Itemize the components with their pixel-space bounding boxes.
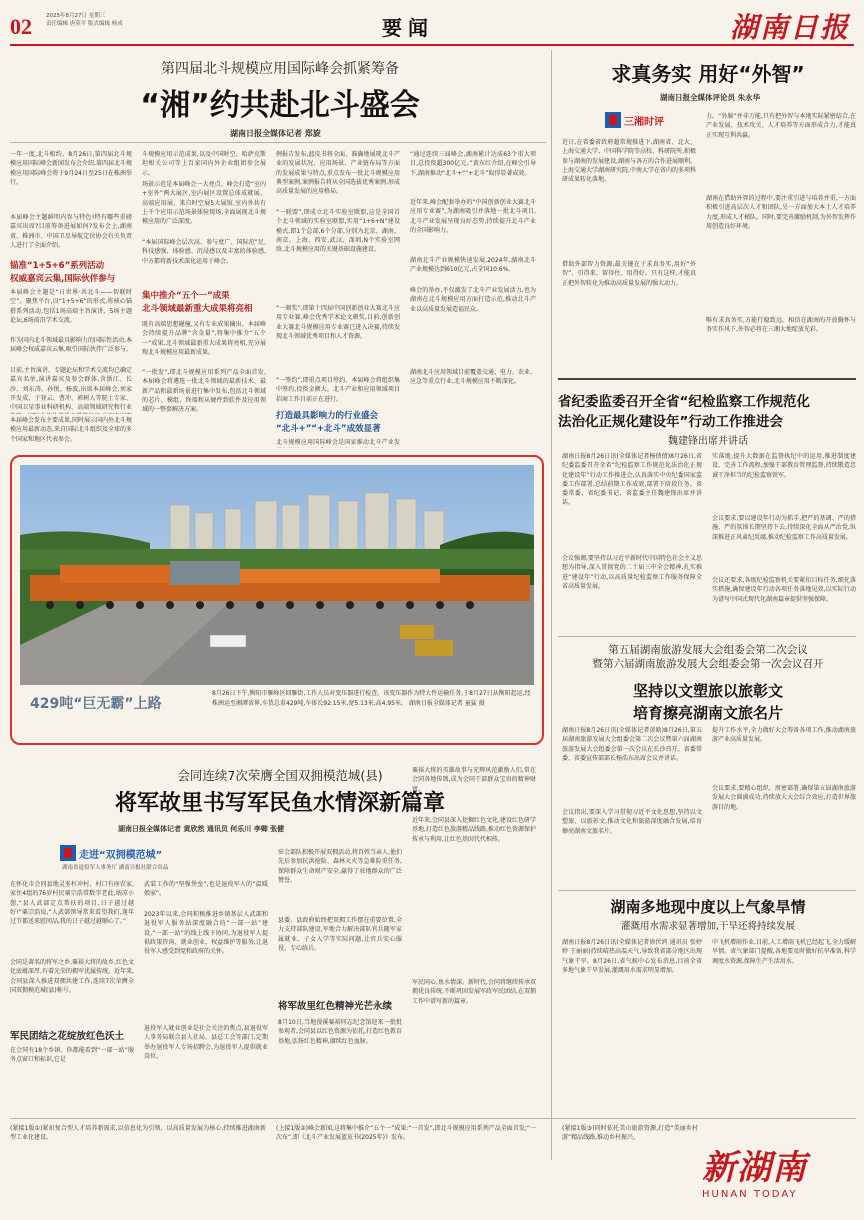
photo-feature [10, 455, 544, 745]
weather-subhead: 灌溉用水需求显著增加,干旱还将持续发展 [620, 921, 796, 932]
continuation-note: (上接1版②)峰会新闻,这将集中推介“五个一”成果:“一首发”,即北斗规模应用系列产品全面首发;“一次布”,即《北斗产业发展蓝皮书(2025年)》发布。 [276, 1125, 536, 1142]
article-text: 会议要求,要以建设年行动为抓手,把严的基调、严的措施、严的氛围长期坚持下去,持续深化全面从严治党,纵深推进正风肃纪反腐,推动纪检监察工作高质量发展。 [712, 515, 856, 541]
divider [558, 636, 856, 637]
article-text: “一联盟”,即成立北斗实验室联盟,这是全国首个北斗领域的实验室联盟,实用“1+6+N”建设模式,即1个总部,6个分部,分别为北京、湖南、南京、上海、西安,武汉、深圳,N个实验室网络,北斗规模应用的关键基础设施建设。 [276, 209, 400, 254]
weather-headline: 湖南多地现中度以上气象旱情 [610, 898, 806, 916]
general-kicker: 会同连续7次荣膺全国双拥模范城(县) [177, 768, 383, 783]
article-text: 会议要求,要精心组织、周密部署,确保第五届湖南旅游发展大会圆满成功,持续放大大会综合效应,打造世界旅游目的地。 [712, 785, 856, 811]
article-text: 8月10日,当地漫溪粟裕同志纪念馆迎来一批批参观者,会同县以红色资源为依托,打造红色教育基地,弘扬红色精神,赓续红色血脉。 [278, 1019, 402, 1045]
general-subhead-2: 将军故里红色精神光芒永续 [278, 1001, 393, 1012]
article-text: 近日,在省委省政府超常规推进下,湖南省、北大、上海交通大学、中国科学院等高校、科研院所,积极参与湖南的发展建设,湖南与各方的合作进展顺利。上海交通大学湖南研究院,中南大学在省内的多项科研成果转化落地。 [562, 139, 696, 184]
article-text: 会议还要求,各级纪检监察机关要紧扣目标任务,细化落实措施,确保建设年行动各项任务落地见效,以实际行动为谱写中国式现代化湖南篇章提供坚强保障。 [712, 577, 856, 603]
photo-caption: 8月26日下午,衡阳市雁峰区回雁街,工作人员对变压器进行检查。该变压器作为特大件运输任务,于8月27日从衡阳起运,经株洲运至湘潭省界,车货总重429吨,车体长92.15米,宽5.13米,高4.95米。 湖南日报全媒体记者 童猛 摄 [212, 690, 531, 707]
divider [558, 890, 856, 891]
column-divider [551, 50, 552, 1160]
article-text: 湖南日报8月26日讯(全媒体记者黄晗)8月26日,第五届湖南旅游发展大会组委会第二次会议暨第六届湖南旅游发展大会组委会第一次会议在长沙召开。省委常委、省委宣传部部长杨浩东出席会议并讲话。 [562, 727, 702, 762]
column-logo-icon [605, 112, 621, 128]
article-text: 湖南日报8月26日讯(全媒体记者徐伏鸿 通讯员 张婷婷 王丽丽)持续晴热高温天气,导致我省部分地区出现气象干旱。8月26日,省气候中心发布消息,目前全省多地气象干旱发展,灌溉用水需求明显增加。 [562, 939, 702, 974]
article-text: 力。“外脑”并非万能,只有把外智与本地实际紧密结合,在产业发展、技术攻关、人才培养等方面形成合力,才能真正实现互利共赢。 [706, 113, 856, 139]
article-text: 斗规模应用示范成果,以及中国时空、哈萨克斯坦相关公司等上百家国内外企业组团参会展示。 [142, 151, 266, 177]
article-text: 武装工作的“坚强堡垒”,也是退役军人的“温暖娘家”。 [144, 881, 268, 898]
series-badge-label: 走进“双拥模范城” [79, 849, 163, 861]
discipline-headline-1: 省纪委监委召开全省“纪检监察工作规范化 [558, 394, 810, 410]
article-text: 会议强调,要坚持以习近平新时代中国特色社会主义思想为指导,深入贯彻党的二十届三中全会精神,扎实推进“建设年”行动,以高质量纪检监察工作服务保障全省高质量发展。 [562, 555, 702, 590]
masthead [0, 0, 864, 44]
commentary-byline: 湖南日报全媒体评论员 朱永华 [660, 93, 761, 102]
newspaper-logo: 湖南日报 [729, 11, 850, 44]
article-text: “本届国际峰会层次高、参与度广、国际范”足,科技感强、体验感、沉浸感以及丰富的体验感,中方都将新技术深化运用于峰会。 [142, 239, 266, 265]
general-subhead-1: 军民团结之花绽放红色沃土 [10, 1031, 125, 1042]
beidou-byline: 湖南日报全媒体记者 郑旋 [230, 129, 321, 138]
photo-title: 429吨“巨无霸”上路 [30, 696, 162, 712]
tourism-headline-2: 培育擦亮湖南文旅名片 [632, 704, 783, 722]
beidou-headline: “湘”约共赴北斗盛会 [140, 88, 420, 123]
photo-illustration [20, 465, 534, 685]
article-text: “一签约”,即重点项目签约。本届峰会将组织集中签约,投资金额大。北斗产业和应用领域项目招商工作目前正在进行。 [276, 377, 400, 403]
general-byline: 湖南日报全媒体记者 黄欣然 通讯员 何乐川 李卿 张健 [118, 825, 285, 833]
column-badge [605, 112, 664, 128]
divider [10, 142, 546, 143]
article-text: 湖南北斗产业规模快速发展,2024年,湖南北斗产业规模达到610亿元,占全国10.6%。 [410, 257, 536, 274]
discipline-headline-2: 法治化正规化建设年”行动工作推进会 [558, 414, 783, 430]
brand-watermark-en: HUNAN TODAY [702, 1189, 798, 1200]
article-text: 本届峰会主题鲜明内容与特色!特有哪些重磅嘉宾出席?目前筹备进展如何?发布会上,湖南省、株洲市、中国卫星导航定位协会有关负责人进行了全面介绍。 [10, 214, 132, 249]
dateline [46, 12, 176, 28]
article-text: 目前,主旨演讲、专题论坛和学术交流均已确定嘉宾名单,演讲嘉宾及参会群体,含浙江、长沙、刘东涛、孙悦、杨波,出席本届峰会,刘家开发成、于登云、曹冲、郭树人等院士专家、中国卫星事业科研机构、高端领域研究和行业 [10, 367, 132, 412]
tourism-kicker-1: 第五届湖南旅游发展大会组委会第二次会议 [608, 644, 808, 656]
editors-text: 责任编辑 唐莫平 版式编辑 杨成 [46, 21, 123, 27]
article-text: “一批发”,即北斗规模应用系列产品全面首发,本届峰会将遴选一批北斗领域的最新技术、最新产品和最新场景进行集中发布,包括北斗领域的芯片、模组、终端和从硬件到软件及应用领域的一整套解决方案。 [142, 369, 266, 414]
article-text: 近年来,峰会配套举办的“中国创新创业大赛北斗应用专业赛”,为湖南吸引并落地一批北斗项目,北斗产业发展呈现良好态势,持续提升北斗产业的全国影响力。 [410, 199, 536, 234]
article-text: 例报告发布,蓝皮书将全面、准确地展现北斗产业的发展状况、应用场景、产业链布局等方面的发展成果与特点,重点发布一批北斗规模应用典型案例,案例报告将从全国选拔优秀案例,形成高质量发展的应用格局。 [276, 151, 400, 196]
general-headline: 将军故里书写军民鱼水情深新篇章 [114, 791, 445, 816]
article-text: 一年一度,北斗相约。8月26日,第四届北斗规模应用国际峰会新闻发布会介绍,第四届北斗规模应用国际峰会将于9月24日至25日在株洲举行。 [10, 151, 132, 186]
article-text: 湖南北斗应用领域目前覆盖交通、电力、农业、应急等重点行业,北斗规模应用不断深化。 [410, 369, 536, 386]
masthead-rule [10, 44, 854, 46]
beidou-subhead-2: 集中推介“五个一”成果 北斗领域最新重大成果将亮相 [142, 291, 253, 314]
continuation-note: (紧接1版③)同时依托美山旅游资源,打造“美丽乡村游”精品线路,推动乡村振兴。 [562, 1125, 698, 1142]
beidou-subhead-3: 打造最具影响力的行业盛会 “北斗+”“+北斗”成效显著 [276, 411, 381, 434]
article-text: 县委、县政府始终把双拥工作摆在重要位置,全力支持部队建设,军地合力解决部队官兵随军家属就业、子女入学等实际问题,让官兵安心服役、专心练兵。 [278, 917, 402, 952]
article-text: 2023年以来,会同积极推进乡镇基层人武部和退役军人服务站深度融合的“一部一站”建设,“一部一站”的线上线下协同,为退役军人提供政策咨询、就业创业、权益维护等服务,让退役军人感受到党和政府的关怀。 [144, 911, 268, 956]
article-text: 峰会的举办,不仅激发了北斗产业发展活力,也为湖南在北斗规模应用方面打造示范,推动北斗产业以高质量发展造福民众。 [410, 287, 536, 313]
continuation-note: (紧接1版①)紧扣复合型人才培养新需求,以信息化为引领、以高质量发展为核心,持续推进湖南新型工业化建设。 [10, 1125, 266, 1142]
article-text: 借助外部智力资源,最关键在于求真务实,用好“外智”、引得来、留得住、用得好。只有这样,才能真正把外智转化为推动高质量发展的强大动力。 [562, 261, 696, 287]
article-text: 唯有求真务实,方能行稳致远。相信在湖南的开放胸怀与务实作风下,外智必将在三湘大地绽放光彩。 [706, 317, 856, 334]
article-text: 军民同心,鱼水情深。新时代,会同将继续传承双拥优良传统,不断巩固发展军政军民团结,在双拥工作中谱写新的篇章。 [412, 979, 536, 1005]
article-text: 会同是著名的将军之乡,粟裕大将的故乡,红色文化底蕴深厚,有着光荣的拥军优属传统。近年来,会同县深入推进双拥共建工作,连续7次荣膺全国双拥模范城(县)称号。 [10, 959, 134, 994]
article-text: 本届峰会主题是“日世界·共北斗——智联时空”。聚焦平台,以“1+5+6”的形式,将核心锚搭系列活动,包括1场高端主旨演讲、5场主题论坛,6场前沿学术交流。 [10, 289, 132, 324]
article-text: 近年来,会同县深入挖掘红色文化,建设红色研学基地,打造红色旅游精品线路,推动红色资源保护传承与利用,让红色基因代代相传。 [412, 817, 536, 843]
series-logo-icon [60, 845, 76, 861]
article-text: 提升工作水平,全力做好大会筹备各项工作,推动湖南旅游产业高质量发展。 [712, 727, 856, 744]
divider [558, 378, 856, 380]
footer-divider [10, 1118, 856, 1119]
transformer-transport-photo [20, 465, 534, 685]
brand-watermark [702, 1140, 807, 1200]
article-text: 会议指出,要深入学习贯彻习近平文化思想,坚持以文塑旅、以旅彰文,推动文化和旅游深度融合发展,培育擦亮湖南文旅名片。 [562, 809, 702, 835]
series-badge [60, 845, 162, 861]
tourism-kicker-2: 暨第六届湖南旅游发展大会组委会第一次会议召开 [592, 658, 824, 670]
article-text: 本届峰会发布主要成果,同时展示国内外北斗规模应用最新动态,来自国际北斗组织及全球的多个国家和地区代表参会。 [10, 417, 132, 443]
article-text: 驻会部队积极开展双拥活动,将百姓当亲人,他们先后参加抗洪抢险、森林灭火等急难险重任务,保障群众生命财产安全,赢得了驻地群众的广泛赞誉。 [278, 849, 402, 884]
article-text: 场景示范是本届峰会一大亮点。峰会打造“室内+室外”两大展区,室内展区设置总体成就展、高端应用展、来自时空展5大展馆,室内外共有上千个应用示范场景体验现场,全面展现北斗规模应用的广泛深度。 [142, 181, 266, 226]
article-text: 作为国内北斗领域最具影响力的国际性活动,本届峰会权威嘉宾云集,吸引国际伙伴广泛参与。 [10, 337, 132, 354]
beidou-kicker: 第四届北斗规模应用国际峰会抓紧筹备 [161, 61, 399, 77]
article-text: 实落地,提升大数据在监督执纪中的运用,推进制度建设、完善工作流程,加强干部教育管理监督,持续锻造忠诚干净担当的纪检监察铁军。 [712, 453, 856, 479]
discipline-subhead: 魏建锋出席并讲话 [668, 436, 748, 447]
article-text: “通过连续三届峰会,湖南累计达成63个重大项目,总投资超300亿元。”黄东红介绍,在峰会引导下,湖南推动“北斗+”“+北斗”取得显著成效。 [410, 151, 536, 177]
page-number: 02 [10, 14, 32, 39]
article-text: 湖南日报8月26日讯(全媒体记者杨倩倩)8月26日,省纪委监委召开全省“纪检监察工作规范化法治化正规化建设年”行动工作推进会,认真落实中央纪委国家监委工作部署,总结前期工作成效,部署下阶段任务。省委常委、省纪委书记、省监委主任魏建锋出席并讲话。 [562, 453, 702, 507]
article-text: 在怀化市会同县地灵多杆冲村、村口有座农家,家住4组的76岁村民粟宗浩常数字老此,纳凉小憩,“县人武部定点帮扶的项目,日子越过越好!”粟宗浩说,“人武部领导常来看望我们,逢年过节都送来慰问品,我的日子越过越顺心了。” [10, 881, 134, 926]
brand-watermark-cn: 新湖南 [702, 1148, 807, 1188]
article-text: 中飞机增雨作业,目前,人工增雨飞机已经起飞,全力缓解旱情。省气象部门提醒,各地要及时做好抗旱准备,科学调度水资源,保障生产生活用水。 [712, 939, 856, 965]
tourism-headline-1: 坚持以文塑旅以旅彰文 [632, 682, 783, 700]
beidou-subhead-1: 锚准“1+5+6”系列活动 权威嘉宾云集,国际伙伴参与 [10, 261, 116, 284]
date-text: 2025年8月27日 星期三 [46, 13, 106, 19]
article-text: 既有高端思想碰撞,又有专业成果输出。本届峰会持续提升品牌“含金量”,将集中推介“五个一”成果,北斗领域最新重大成果将亮相,充分展现北斗规模应用最新成果。 [142, 321, 266, 356]
article-text: 退役军人就业创业是社会关注的焦点,县退役军人事务局联合县人社局、县总工会等部门,定期举办退役军人专场招聘会,为退役军人提供就业岗位。 [144, 1025, 268, 1060]
article-text: 湖南在借助外智的过程中,要注重引进与培养并重,一方面积极引进高层次人才和团队,另一方面加大本土人才培养力度,形成人才梯队。同时,要完善激励机制,为外智发挥作用创造良好环境。 [706, 195, 856, 230]
article-text: 粟裕大将的英雄故事与光辉风范激励人们,常在会同各地传颂,成为会同干部群众宝贵的精神财富。 [412, 767, 536, 793]
article-text: 在会同有18个乡镇、你都能看到“一部一站”服务点窗口和标识,它是 [10, 1047, 134, 1064]
commentary-headline: 求真务实 用好“外智” [611, 62, 805, 86]
column-badge-label: 三湘时评 [624, 116, 664, 128]
section-title: 要闻 [382, 16, 434, 40]
series-badge-sub: 湖南省退役军人事务厅 湖南日报社联合出品 [62, 865, 169, 871]
article-text: “一颁奖”,即第十四届中国创新创业大赛北斗应用专业赛,峰会优秀学术论文颁奖,目前,创新创业大赛北斗规模应用专业赛已进入决赛,持续发现北斗领域优秀项目和人才资源。 [276, 305, 400, 340]
article-text: 北斗规模应用国际峰会是国家推动北斗产业发 [276, 439, 400, 446]
